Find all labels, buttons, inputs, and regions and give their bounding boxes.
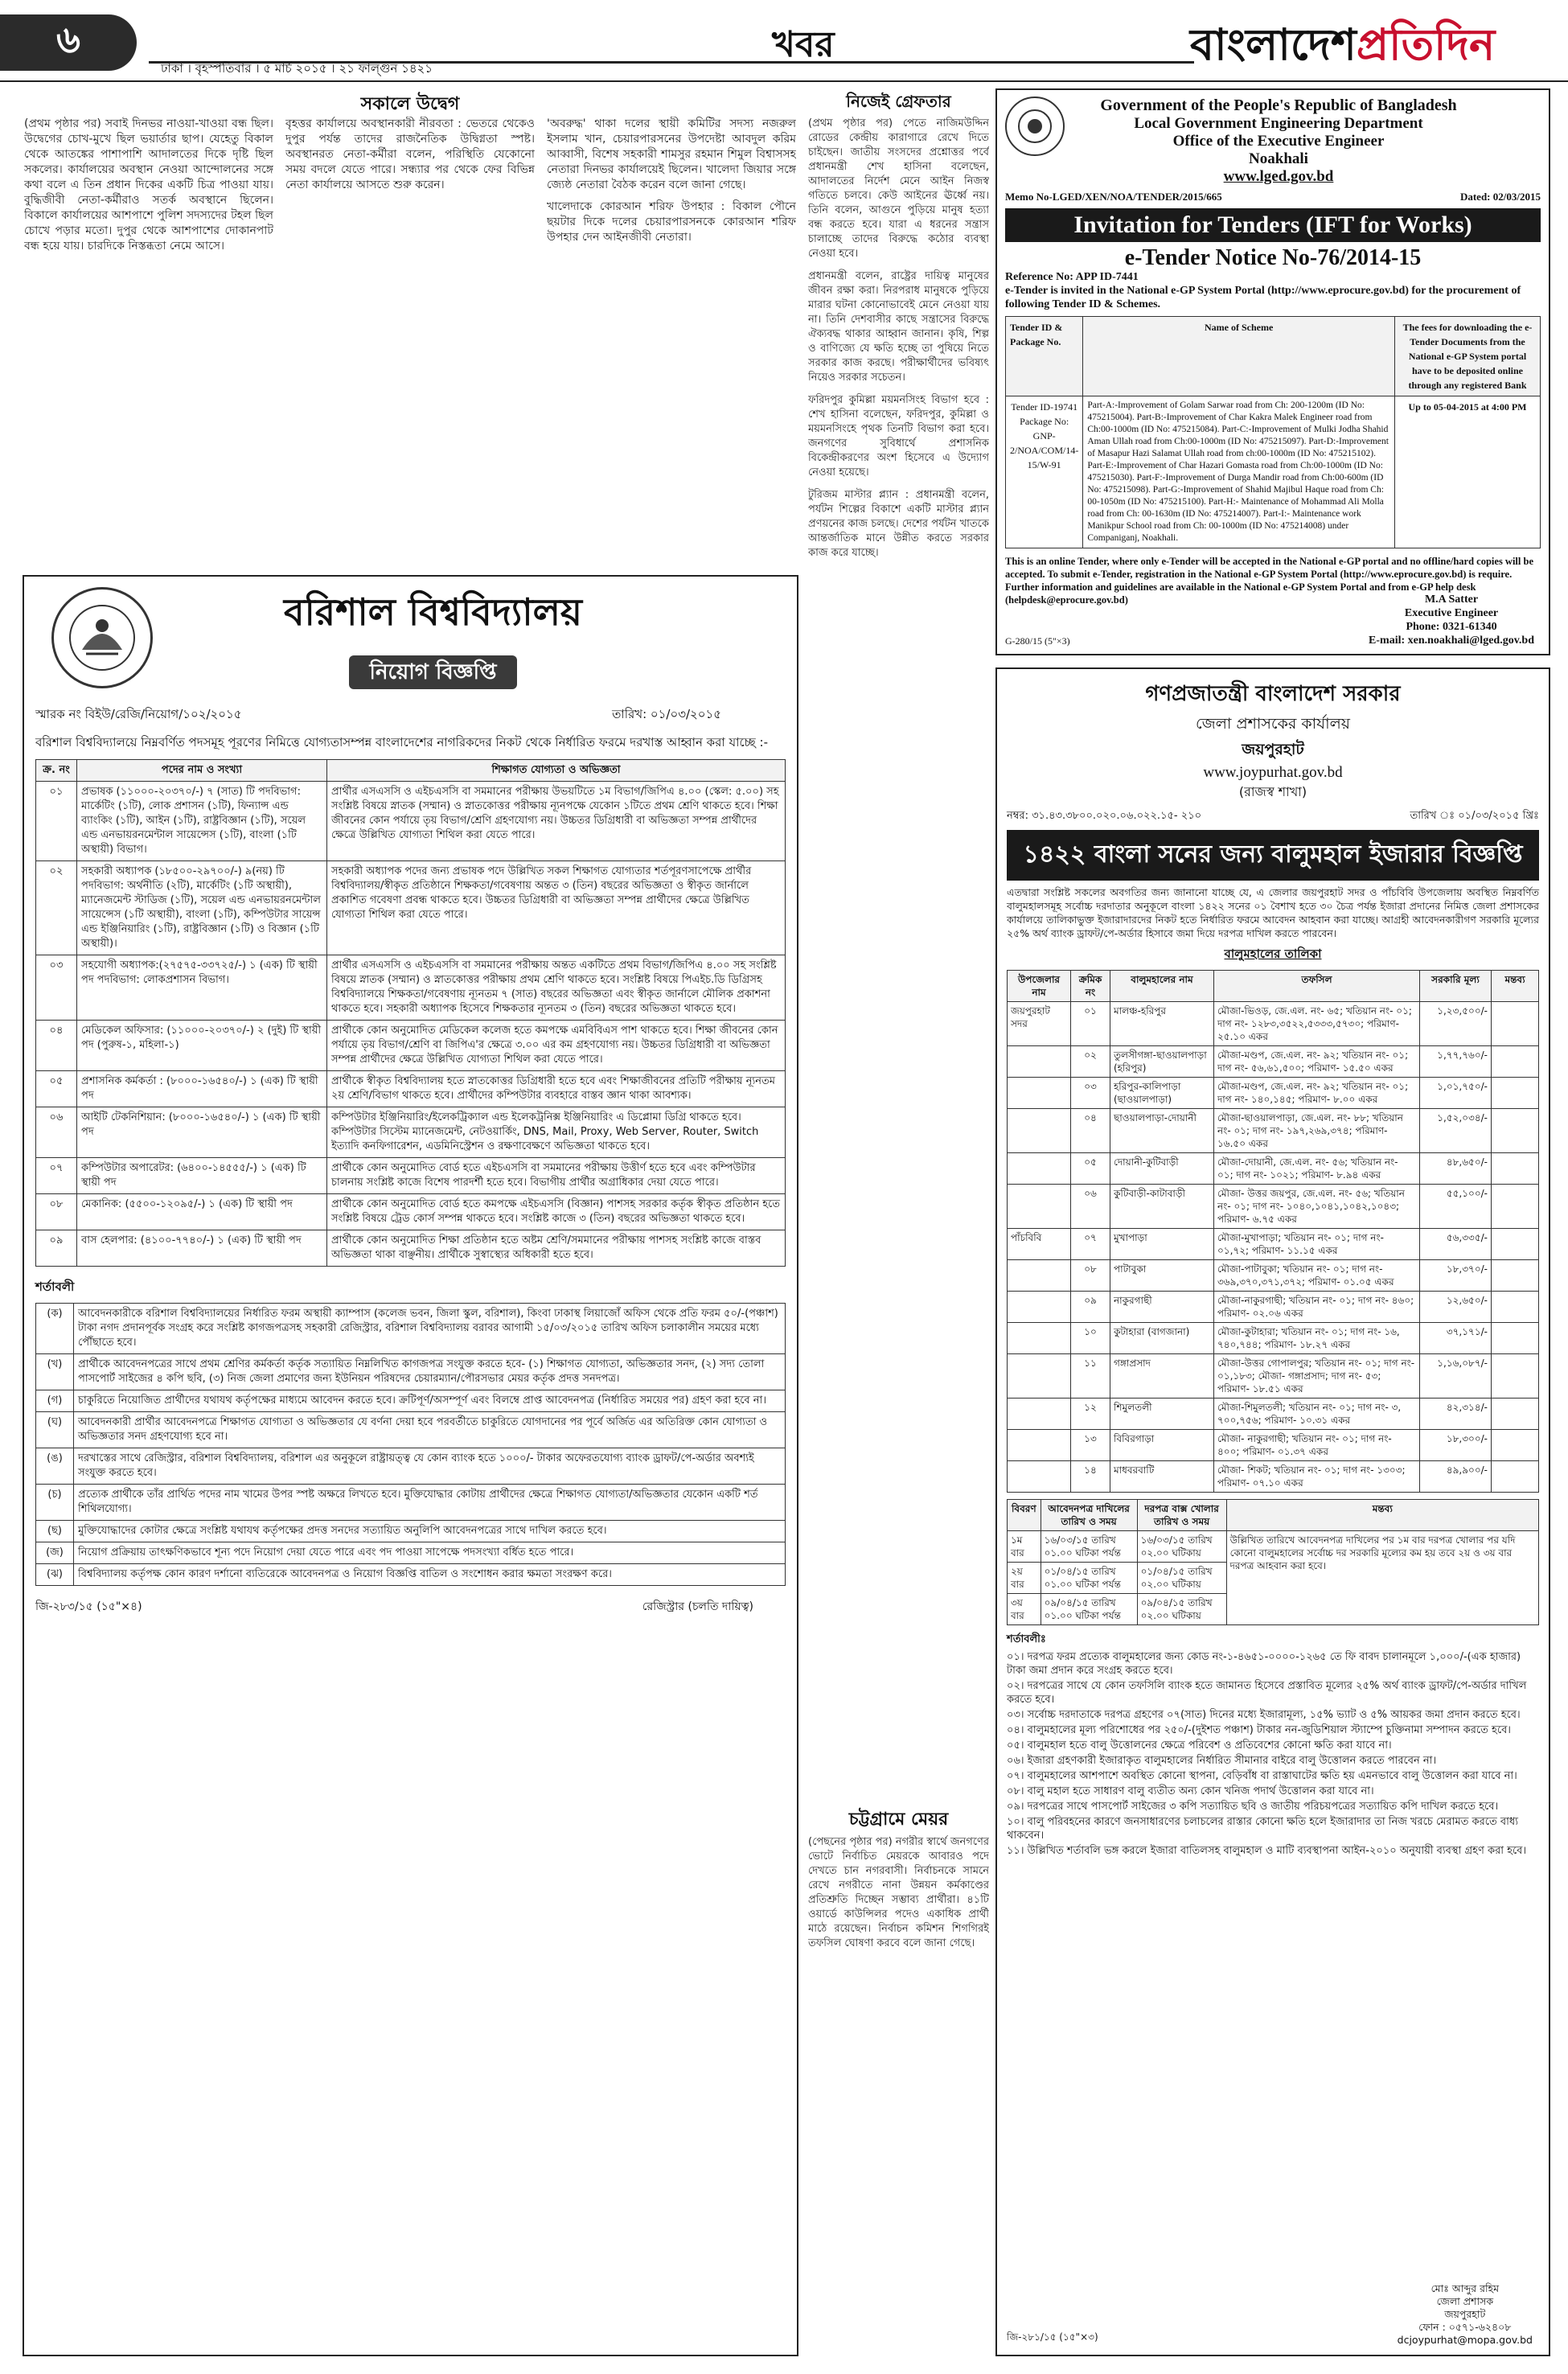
balumahal-row xyxy=(1008,1323,1539,1354)
jp-th: বালুমহালের নাম xyxy=(1110,971,1214,1002)
lged-website-link[interactable]: www.lged.gov.bd xyxy=(1223,168,1334,185)
post-sl: ০৪ xyxy=(36,1021,77,1071)
jp-memo: নম্বর: ৩১.৪৩.৩৮০০.০২০.০৬.০২২.১৫- ২১০ xyxy=(1007,810,1202,822)
jp-sl: ০২ xyxy=(1071,1046,1110,1078)
sched-round: ২য় বার xyxy=(1008,1563,1041,1594)
story-mayor-title: চট্টগ্রামে মেয়র xyxy=(848,1809,949,1830)
jp-sig-name: মোঃ আব্দুর রহিম xyxy=(1430,2282,1500,2294)
jp-tofsil: মৌজা-মণ্ডপ, জে.এল. নং- ৯২; খতিয়ান নং- ০১; দাগ নং- ৫৬,৬১,৫০০; পরিমাণ- ১৫.৫০ একর xyxy=(1214,1046,1420,1078)
jp-sl: ০৬ xyxy=(1071,1185,1110,1229)
jp-tofsil: মৌজা-দোয়ানী, জে.এল. নং- ৫৬; খতিয়ান নং- ০১; দাগ নং- ১০২১; পরিমাণ- ৮.৯৪ একর xyxy=(1214,1153,1420,1185)
lged-signature xyxy=(1369,593,1534,647)
jp-tofsil: মৌজা-কুটাহারা; খতিয়ান নং- ০১; দাগ নং- ১৬, ৭৪০,৭৪৪; পরিমাণ- ১৮.২৭ একর xyxy=(1214,1323,1420,1354)
jp-th: মন্তব্য xyxy=(1492,971,1539,1002)
term-key: (ক) xyxy=(36,1304,74,1354)
col-sl: ক্র. নং xyxy=(36,760,77,782)
post-row xyxy=(36,782,786,861)
jp-name: তুলসীগঙ্গা-ছাওয়ালপাড়া (হরিপুর) xyxy=(1110,1046,1214,1078)
lged-sig-phone: Phone: 0321-61340 xyxy=(1406,621,1497,633)
sched-submit: ০৯/০৪/১৫ তারিখ ০১.০০ ঘটিকা পর্যন্ত xyxy=(1041,1594,1137,1625)
jp-intro: এতদ্বারা সংশ্লিষ্ট সকলের অবগতির জন্য জানানো যাচ্ছে যে, এ জেলার জয়পুরহাট সদর ও পাঁচবিবি উপজেলায় অবস্থিত নিম্নবর্ণিত বালুমহালসমূহ সর্বোচ্চ দরদাতার অনুকূলে বাংলা ১৪২২ সনের ০১ বৈশাখ হতে ৩০ চৈত্র পর্যন্ত ইজারা প্রদানের নিমিত্ত জেলা প্রশাসকের কার্যালয়ে তালিকাভুক্ত ইজারাদারদের নিকট হতে নির্ধারিত ফরমে আবেদন আহবান করা যাচ্ছে। আগ্রহী আবেদনকারীগণ সরকারি মূল্যের ২৫% অর্থ ব্যাংক ড্রাফট/পে-অর্ডার হিসাবে জমা দিয়ে দরপত্র দাখিল করতে পারবেন। xyxy=(1007,886,1539,939)
post-sl: ০৯ xyxy=(36,1230,77,1267)
term-text: নিয়োগ প্রক্রিয়ায় তাৎক্ষণিকভাবে শূন্য পদে নিয়োগ দেয়া যেতে পারে এবং পদ পাওয়া সাপেক্ষে পদসংখ্যা বর্ধিত হতে পারে। xyxy=(74,1542,786,1564)
jp-tofsil: মৌজা-মণ্ডপ, জে.এল. নং- ৯২; খতিয়ান নং- ০১; দাগ নং- ১৪০,১৪৫; পরিমাণ- ৮.০০ একর xyxy=(1214,1078,1420,1109)
jp-price: ৪২,৩১৪/- xyxy=(1420,1399,1492,1430)
jp-remark xyxy=(1492,1002,1539,1046)
story-nijei-title: নিজেই গ্রেফতার xyxy=(846,92,951,111)
jp-term: ০২। দরপত্রের সাথে যে কোন তফসিলি ব্যাংক হতে জামানত হিসেবে প্রস্তাবিত মূল্যের ২৫% অর্থ ব্যাংক ড্রাফট/পে-অর্ডার দাখিল করতে হবে। xyxy=(1007,1680,1527,1706)
jp-sig-district: জয়পুরহাট xyxy=(1444,2308,1486,2320)
post-sl: ০২ xyxy=(36,861,77,955)
jp-name: গঙ্গাপ্রসাদ xyxy=(1110,1354,1214,1399)
jp-name: শিমুলতলী xyxy=(1110,1399,1214,1430)
sched-note: উল্লিখিত তারিখে আবেদনপত্র দাখিলের পর ১ম বার দরপত্র খোলার পর যদি কোনো বালুমহালের সর্বোচ্চ দর সরকারি মূল্যের কম হয় তবে ২য় ও ৩য় বার দরপত্র আহবান করা হবে। xyxy=(1226,1531,1538,1625)
post-sl: ০৫ xyxy=(36,1071,77,1107)
jp-term: ০১। দরপত্র ফরম প্রত্যেক বালুমহালের জন্য কোড নং-১-৪৬৫১-০০০০-১২৬৫ তে ফি বাবদ চালানমূলে ১,০০০/-(এক হাজার) টাকা জমা প্রদান করে সংগ্রহ করতে হবে। xyxy=(1007,1651,1521,1677)
jp-sig-email: dcjoypurhat@mopa.gov.bd xyxy=(1397,2334,1533,2346)
university-logo-icon xyxy=(51,587,153,688)
jp-remark xyxy=(1492,1354,1539,1399)
jp-term: ০৬। ইজারা গ্রহণকারী ইজারাকৃত বালুমহালের নির্ধারিত সীমানার বাইরে বালু উত্তোলন করতে পারবেন না। xyxy=(1007,1755,1437,1767)
term-row xyxy=(36,1448,786,1485)
term-row xyxy=(36,1564,786,1586)
jp-tofsil: মৌজা- উত্তর জয়পুর, জে.এল. নং- ৫৬; খতিয়ান নং- ০১; দাগ নং- ১০৪০,১০৪১,১০৪২,১০৪৩; পরিমাণ- ৬.৭৫ একর xyxy=(1214,1185,1420,1229)
post-qualification: প্রার্থীকে কোন অনুমোদিত মেডিকেল কলেজ হতে কমপক্ষে এমবিবিএস পাশ থাকতে হবে। শিক্ষা জীবনের কোন পর্যায়ে তৃয় বিভাগ/শ্রেণি বা জিপিএ'র ক্ষেত্রে ৩.০০ এর কম গ্রহণযোগ্য নয়। উচ্চতর ডিগ্রিধারী বা অভিজ্ঞতা সম্পন্ন প্রার্থীদের ক্ষেত্রে উল্লিখিত যোগ্যতা শিথিল করা যেতে পারে। xyxy=(327,1021,786,1071)
etender-notice: e-Tender Notice No-76/2014-15 xyxy=(1124,245,1422,270)
balumahal-row xyxy=(1008,1354,1539,1399)
balumahal-row xyxy=(1008,1229,1539,1260)
sched-th: বিবরণ xyxy=(1008,1500,1041,1531)
post-row xyxy=(36,1071,786,1107)
jp-sig-phone: ফোন : ০৫৭১-৬২৪০৮ xyxy=(1418,2321,1512,2333)
jp-upazila xyxy=(1008,1109,1071,1153)
jp-remark xyxy=(1492,1323,1539,1354)
jp-price: ৪৮,৬৫০/- xyxy=(1420,1153,1492,1185)
header-rule xyxy=(149,16,1194,64)
jp-sl: ১১ xyxy=(1071,1354,1110,1399)
jp-price: ৫৬,৩৩৫/- xyxy=(1420,1229,1492,1260)
jp-upazila: জয়পুরহাট সদর xyxy=(1008,1002,1071,1046)
jp-term: ০৩। সর্বোচ্চ দরদাতাকে দরপত্র গ্রহণের ০৭(সাত) দিনের মধ্যে ইজারামূল্য, ১৫% ভ্যাট ও ৫% আয়কর জমা প্রদান করতে হবে। xyxy=(1007,1709,1521,1721)
gov-line1: Government of the People's Republic of Bangladesh xyxy=(1100,97,1457,114)
post-name: প্রশাসনিক কর্মকর্তা : (৮০০০-১৬৫৪০/-) ১ (এক) টি স্থায়ী পদ xyxy=(77,1071,327,1107)
post-row xyxy=(36,955,786,1021)
jp-sl: ০৫ xyxy=(1071,1153,1110,1185)
jp-th: উপজেলার নাম xyxy=(1008,971,1071,1002)
jp-remark xyxy=(1492,1046,1539,1078)
jp-upazila xyxy=(1008,1354,1071,1399)
jp-remark xyxy=(1492,1185,1539,1229)
post-name: সহযোগী অধ্যাপক:(২৭৫৭৫-৩৩৭২৫/-) ১ (এক) টি স্থায়ী পদ পদবিভাগ: লোকপ্রশাসন বিভাগ। xyxy=(77,955,327,1021)
story-nijei-column xyxy=(808,117,989,1789)
jp-tofsil: মৌজা- শিকট; খতিয়ান নং- ০১; দাগ নং- ১৩০৩; পরিমাণ- ০৭.১০ একর xyxy=(1214,1461,1420,1493)
th-tender-id: Tender ID & Package No. xyxy=(1006,317,1083,396)
sched-row xyxy=(1008,1531,1539,1563)
jp-name: বিবিরগাড়া xyxy=(1110,1430,1214,1461)
post-row xyxy=(36,1230,786,1267)
jp-upazila xyxy=(1008,1046,1071,1078)
posts-table-header xyxy=(36,760,786,782)
balumahal-row xyxy=(1008,1292,1539,1323)
term-row xyxy=(36,1521,786,1542)
post-qualification: প্রার্থীকে কোন অনুমোদিত বোর্ড হতে কমপক্ষে এইচএসসি (বিজ্ঞান) পাশসহ সরকার কর্তৃক স্বীকৃত প্রতিষ্ঠান হতে সংশ্লিষ্ট বিষয়ে ট্রেড কোর্স সম্পন্ন থাকতে হবে। সংশ্লিষ্ট কাজে ৩ (তিন) বছরের অভিজ্ঞতা থাকতে হবে। xyxy=(327,1194,786,1230)
balumahal-row xyxy=(1008,1461,1539,1493)
balumahal-row xyxy=(1008,1002,1539,1046)
balumahal-row xyxy=(1008,1260,1539,1292)
sched-open: ১৬/০৩/১৫ তারিখ ০২.০০ ঘটিকায় xyxy=(1137,1531,1226,1563)
sched-submit: ১৬/০৩/১৫ তারিখ ০১.০০ ঘটিকা পর্যন্ত xyxy=(1041,1531,1137,1563)
jp-name: পাটাবুকা xyxy=(1110,1260,1214,1292)
jp-upazila xyxy=(1008,1078,1071,1109)
jp-price: ১,২৩,৫০০/- xyxy=(1420,1002,1492,1046)
jp-price: ৫৫,১০০/- xyxy=(1420,1185,1492,1229)
reference-no: Reference No: APP ID-7441 xyxy=(1005,271,1139,283)
jp-office: জেলা প্রশাসকের কার্যালয় xyxy=(1196,715,1350,733)
jp-name: নাকুরগাছী xyxy=(1110,1292,1214,1323)
post-name: মেকানিক: (৫৫০০-১২০৯৫/-) ১ (এক) টি স্থায়ী পদ xyxy=(77,1194,327,1230)
jp-upazila xyxy=(1008,1260,1071,1292)
jp-price: ১৮,৩০০/- xyxy=(1420,1430,1492,1461)
post-sl: ০১ xyxy=(36,782,77,861)
jp-tofsil: মৌজা-ছাওয়ালপাড়া, জে.এল. নং- ৮৮; খতিয়ান নং- ০১; দাগ নং- ১৯৭,২৬৯,৩৭৪; পরিমাণ- ১৬.৫০ একর xyxy=(1214,1109,1420,1153)
jp-price: ১২,৬৫০/- xyxy=(1420,1292,1492,1323)
jp-tofsil: মৌজা-শিমুলতলী; খতিয়ান নং- ০১; দাগ নং- ৩, ৭০০,৭৫৬; পরিমাণ- ১০.৩১ একর xyxy=(1214,1399,1420,1430)
jp-name: মাধবরবাটি xyxy=(1110,1461,1214,1493)
story-sokale-body2: বৃহত্তর কার্যালয়ে অবস্থানকারী নীরবতা : ভেতরে থেকেও দুপুর পর্যন্ত তাদের রাজনৈতিক উদ্বিগ্নতা স্পষ্ট। অবস্থানরত নেতা-কর্মীরা বলেন, পরিস্থিতি যেকোনো সময় বদলে যেতে পারে। সন্ধ্যার পর থেকে ফের বিভিন্ন নেতা কার্যালয়ে আসতে শুরু করেন। xyxy=(285,117,535,191)
balumahal-row xyxy=(1008,1430,1539,1461)
post-name: প্রভাষক (১১০০০-২০৩৭০/-) ৭ (সাত) টি পদবিভাগ: মার্কেটিং (১টি), লোক প্রশাসন (১টি), ফিন্যান্স এন্ড ব্যাংকিং (১টি), আইন (১টি), রাষ্ট্রবিজ্ঞান (১টি), সয়েল এন্ড এনভায়রনমেন্টাল সায়েন্সেস (১টি), বাংলা (১টি অস্থায়ী) বিভাগ। xyxy=(77,782,327,861)
post-qualification: প্রার্থীর এসএসসি ও এইচএসসি বা সমমানের পরীক্ষায় উভয়টিতে ১ম বিভাগ/জিপিএ ৪.০০ (স্কেল: ৫.০০) সহ সংশ্লিষ্ট বিষয়ে স্নাতক (সম্মান) ও স্নাতকোত্তর পরীক্ষায় ন্যূনপক্ষে যেকোন ১টিতে প্রথম শ্রেণি থাকতে হবে। শিক্ষা জীবনের কোন পর্যায়ে তৃয় বিভাগ/শ্রেণি গ্রহণযোগ্য নয়। উচ্চতর ডিগ্রিধারী বা অভিজ্ঞতা সম্পন্ন প্রার্থীদের ক্ষেত্রে উল্লিখিত যোগ্যতা শিথিল করা যেতে পারে। xyxy=(327,782,786,861)
jp-price: ১,০১,৭৫০/- xyxy=(1420,1078,1492,1109)
logo-emblem-icon xyxy=(66,602,138,674)
jp-term: ০৫। বালুমহাল হতে বালু উত্তোলনের ক্ষেত্রে পরিবেশ ও প্রতিবেশের কোনো ক্ষতি করা যাবে না। xyxy=(1007,1739,1392,1752)
page-number: ৬ xyxy=(0,14,137,71)
jp-upazila xyxy=(1008,1399,1071,1430)
jp-remark xyxy=(1492,1260,1539,1292)
post-row xyxy=(36,861,786,955)
lged-footer-text: This is an online Tender, where only e-Tender will be accepted in the National e-GP portal and no offline/hard copies will be accepted. To submit e-Tender, registration in the National e-GP System Portal (http://www.eprocure.gov.bd) is require. Further information and guidelines are available in the National e-GP System Portal and from e-GP help desk (helpdesk@eprocure.gov.bd) xyxy=(1005,556,1534,606)
post-sl: ০৩ xyxy=(36,955,77,1021)
balumahal-row xyxy=(1008,1185,1539,1229)
term-text: প্রার্থীকে আবেদনপত্রের সাথে প্রথম শ্রেণির কর্মকর্তা কর্তৃক সত্যায়িত নিম্নলিখিত কাগজপত্র সংযুক্ত করতে হবে- (১) শিক্ষাগত যোগ্যতা, অভিজ্ঞতার সনদ, (২) সদ্য তোলা পাসপোর্ট সাইজের ৪ কপি ছবি, (৩) নিজ জেলা প্রমাণের জন্য ইউনিয়ন পরিষদের চেয়ারম্যান/পৌরসভার মেয়র কর্তৃক প্রদত্ত সনদপত্র। xyxy=(74,1354,786,1390)
post-sl: ০৮ xyxy=(36,1194,77,1230)
sched-open: ০৯/০৪/১৫ তারিখ ০২.০০ ঘটিকায় xyxy=(1137,1594,1226,1625)
post-name: মেডিকেল অফিসার: (১১০০০-২০৩৭০/-) ২ (দুই) টি স্থায়ী পদ (পুরুষ-১, মহিলা-১) xyxy=(77,1021,327,1071)
lged-dated: Dated: 02/03/2015 xyxy=(1459,191,1541,203)
joypurhat-balumahal-ad xyxy=(995,667,1550,2356)
post-name: সহকারী অধ্যাপক (১৮৫০০-২৯৭০০/-) ৯(নয়) টি পদবিভাগ: অর্থনীতি (২টি), মার্কেটিং (১টি অস্থায়ী), ম্যানেজমেন্ট স্টাডিজ (১টি), সয়েল এন্ড এনভায়রনমেন্টাল সায়েন্সেস (১টি অস্থায়ী), বাংলা (১টি), কম্পিউটার সায়েন্স এন্ড ইঞ্জিনিয়ারিং (১টি), রাষ্ট্রবিজ্ঞান (১টি) ও বিজ্ঞান (১টি অস্থায়ী)। xyxy=(77,861,327,955)
terms-title: শর্তাবলী xyxy=(35,1279,75,1294)
memo-date: তারিখ: ০১/০৩/২০১৫ xyxy=(612,707,721,721)
balumahal-row xyxy=(1008,1153,1539,1185)
story-sokale-body4: খালেদাকে কোরআন শরিফ উপহার : বিকাল পৌনে ছয়টার দিকে দলের চেয়ারপারসনকে কোরআন শরিফ উপহার দেন আইনজীবী নেতারা। xyxy=(547,200,796,244)
story-sokale-col1 xyxy=(24,117,273,571)
post-sl: ০৭ xyxy=(36,1158,77,1194)
jp-term: ১১। উল্লিখিত শর্তাবলি ভঙ্গ করলে ইজারা বাতিলসহ বালুমহাল ও মাটি ব্যবস্থাপনা আইন-২০১০ অনুযায়ী ব্যবস্থা গ্রহণ করা হবে। xyxy=(1007,1845,1527,1857)
term-row xyxy=(36,1485,786,1521)
jp-tofsil: মৌজা- নাকুরগাছী; খতিয়ান নং- ০১; দাগ নং- ৪০০; পরিমাণ- ০১.৩৭ একর xyxy=(1214,1430,1420,1461)
story-nijei-body2: প্রধানমন্ত্রী বলেন, রাষ্ট্রের দায়িত্ব মানুষের জীবন রক্ষা করা। নিরপরাধ মানুষকে পুড়িয়ে মারার ঘটনা কোনোভাবেই মেনে নেওয়া যায় না। তিনি দেশবাসীর কাছে সন্ত্রাসের বিরুদ্ধে ঐক্যবদ্ধ থাকার আহ্বান জানান। কৃষি, শিল্প ও বাণিজ্যে যে ক্ষতি হচ্ছে তা পুষিয়ে নিতে সরকার কাজ করছে। পরীক্ষার্থীদের ভবিষ্যৎ নিয়েও সরকার সচেতন। xyxy=(808,270,989,384)
section-title: খবর xyxy=(772,24,835,65)
jp-sl: ০১ xyxy=(1071,1002,1110,1046)
term-key: (ঘ) xyxy=(36,1412,74,1448)
balumahal-row xyxy=(1008,1078,1539,1109)
story-nijei-body3: ফরিদপুর কুমিল্লা ময়মনসিংহ বিভাগ হবে : শেখ হাসিনা বলেছেন, ফরিদপুর, কুমিল্লা ও ময়মনসিংহে পৃথক তিনটি বিভাগ করা হবে। জনগণের সুবিধার্থে প্রশাসনিক বিকেন্দ্রীকরণের অংশ হিসেবে এ উদ্যোগ নেওয়া হয়েছে। xyxy=(808,394,989,478)
jp-remark xyxy=(1492,1109,1539,1153)
jp-name: হরিপুর-কালিপাড়া (ছাওয়ালপাড়া) xyxy=(1110,1078,1214,1109)
sched-open: ০১/০৪/১৫ তারিখ ০২.০০ ঘটিকায় xyxy=(1137,1563,1226,1594)
col-qualification: শিক্ষাগত যোগ্যতা ও অভিজ্ঞতা xyxy=(327,760,786,782)
jp-sl: ১২ xyxy=(1071,1399,1110,1430)
jp-terms-title: শর্তাবলীঃ xyxy=(1007,1633,1046,1645)
term-text: প্রত্যেক প্রার্থীকে তাঁর প্রার্থিত পদের নাম খামের উপর স্পষ্ট অক্ষরে লিখতে হবে। মুক্তিযোদ্ধার কোটায় প্রার্থীদের ক্ষেত্রে শিক্ষাগত যোগ্যতা/অভিজ্ঞতার যেকোন একটি শর্ত শিথিলযোগ্য। xyxy=(74,1485,786,1521)
jp-term: ০৯। দরপত্রের সাথে পাসপোর্ট সাইজের ৩ কপি সত্যায়িত ছবি ও জাতীয় পরিচয়পত্রের সত্যায়িত কপি দাখিল করতে হবে। xyxy=(1007,1801,1499,1813)
dateline: ঢাকা । বৃহস্পতিবার । ৫ মার্চ ২০১৫ । ২১ ফাল্গুন ১৪২১ xyxy=(161,61,433,76)
jp-remark xyxy=(1492,1430,1539,1461)
jp-name: কুটাহারা (বাগজানা) xyxy=(1110,1323,1214,1354)
posts-table xyxy=(35,759,786,1267)
invitation-text: e-Tender is invited in the National e-GP System Portal (http://www.eprocure.gov.bd) for the procurement of following Tender ID & Schemes. xyxy=(1005,285,1521,310)
term-row xyxy=(36,1390,786,1412)
post-name: আইটি টেকনিশিয়ান: (৮০০০-১৬৫৪০/-) ১ (এক) টি স্থায়ী পদ xyxy=(77,1107,327,1158)
tender-table xyxy=(1005,316,1541,548)
term-key: (ঙ) xyxy=(36,1448,74,1485)
jp-sl: ১৪ xyxy=(1071,1461,1110,1493)
post-qualification: সহকারী অধ্যাপক পদের জন্য প্রভাষক পদে উল্লিখিত সকল শিক্ষাগত যোগ্যতার শর্তপূরণসাপেক্ষে প্রার্থীর বিশ্ববিদ্যালয়/স্বীকৃত প্রতিষ্ঠানে শিক্ষকতা/গবেষণায় অন্তত ৩ (তিন) বছরের অভিজ্ঞতা ও স্বীকৃত জার্নালে প্রকাশিত গবেষণা প্রবন্ধ থাকতে হবে। উচ্চতর ডিগ্রিধারী বা অভিজ্ঞতা সম্পন্ন প্রার্থীদের ক্ষেত্রে উল্লিখিত যোগ্যতা শিথিল করা যেতে পারে। xyxy=(327,861,786,955)
jp-terms-list xyxy=(1007,1650,1539,1858)
post-qualification: প্রার্থীকে কোন অনুমোদিত বোর্ড হতে এইচএসসি বা সমমানের পরীক্ষায় উত্তীর্ণ হতে হবে এবং কম্পিউটার চালনায় সংশ্লিষ্ট কাজে বিশেষ পারদর্শী হতে হবে। বিভাগীয় প্রার্থীর অগ্রাধিকার দেয়া যেতে পারে। xyxy=(327,1158,786,1194)
jp-gd-number: জি-২৮১/১৫ (১৫"×৩) xyxy=(1007,2331,1098,2343)
gov-line2: Local Government Engineering Department xyxy=(1134,115,1423,132)
jp-remark xyxy=(1492,1229,1539,1260)
jp-banner: ১৪২২ বাংলা সনের জন্য বালুমহাল ইজারার বিজ্ঞপ্তি xyxy=(1007,830,1539,881)
lged-gd-number: G-280/15 (5"×3) xyxy=(1005,635,1070,647)
term-key: (চ) xyxy=(36,1485,74,1521)
story-sokale-body3: 'অবরুদ্ধ' থাকা দলের স্থায়ী কমিটির সদস্য নজরুল ইসলাম খান, চেয়ারপারসনের উপদেষ্টা আবদুল করিম আব্বাসী, বিশেষ সহকারী শামসুর রহমান শিমুল বিশ্বাসসহ নেতারা দিনভর কার্যালয়েই ছিলেন। খালেদা জিয়ার সঙ্গে জ্যেষ্ঠ নেতারা বৈঠক করেন বলে জানা গেছে। xyxy=(547,117,796,191)
sched-round: ১ম বার xyxy=(1008,1531,1041,1563)
jp-district: জয়পুরহাট xyxy=(1242,741,1304,758)
post-sl: ০৬ xyxy=(36,1107,77,1158)
post-name: বাস হেলপার: (৪১০০-৭৭৪০/-) ১ (এক) টি স্থায়ী পদ xyxy=(77,1230,327,1267)
sched-th: মন্তব্য xyxy=(1226,1500,1538,1531)
jp-name: দোয়ানী-কুটিবাড়ী xyxy=(1110,1153,1214,1185)
jp-tofsil: মৌজা-নাকুরগাছী; খতিয়ান নং- ০১; দাগ নং- ৪৬০; পরিমাণ- ০২.০৬ একর xyxy=(1214,1292,1420,1323)
balumahal-row xyxy=(1008,1399,1539,1430)
jp-upazila: পাঁচবিবি xyxy=(1008,1229,1071,1260)
terms-table xyxy=(35,1303,786,1586)
story-nijei-body4: টুরিজম মাস্টার প্ল্যান : প্রধানমন্ত্রী বলেন, পর্যটন শিল্পের বিকাশে একটি মাস্টার প্ল্যান প্রণয়নের কাজ চলছে। দেশের পর্যটন খাতকে আন্তর্জাতিক মানে উন্নীত করতে সরকার কাজ করে যাচ্ছে। xyxy=(808,489,989,559)
post-qualification: কম্পিউটার ইঞ্জিনিয়ারিং/ইলেকট্রিক্যাল এন্ড ইলেকট্রনিক্স ইঞ্জিনিয়ারিং এ ডিপ্লোমা ডিগ্রি থাকতে হবে। কম্পিউটার সিস্টেম ম্যানেজমেন্ট, নেটওয়ার্কিং, DNS, Mail, Proxy, Web Server, Router, Switch ইত্যাদি কনফিগারেশন, এডমিনিস্ট্রেশন ও রক্ষণাবেক্ষণে অভিজ্ঞতা থাকতে হবে। xyxy=(327,1107,786,1158)
jp-th: ক্রমিক নং xyxy=(1071,971,1110,1002)
term-text: দরখাস্তের সাথে রেজিস্ট্রার, বরিশাল বিশ্ববিদ্যালয়, বরিশাল এর অনুকূলে রাষ্ট্রায়ত্ত্ব যে কোন ব্যাংক হতে ১০০০/- টাকার অফেরতযোগ্য ব্যাংক ড্রাফট/পে-অর্ডার অবশ্যই সংযুক্ত করতে হবে। xyxy=(74,1448,786,1485)
jp-sl: ০৪ xyxy=(1071,1109,1110,1153)
jp-sl: ১৩ xyxy=(1071,1430,1110,1461)
term-key: (গ) xyxy=(36,1390,74,1412)
jp-sl: ১০ xyxy=(1071,1323,1110,1354)
lged-sig-title: Executive Engineer xyxy=(1404,607,1499,619)
post-qualification: প্রার্থীর এসএসসি ও এইচএসসি বা সমমানের পরীক্ষায় অন্তত একটিতে প্রথম বিভাগ/জিপিএ ৪.০০ সহ সংশ্লিষ্ট বিষয়ে স্নাতক (সম্মান) ও স্নাতকোত্তর পরীক্ষায় প্রথম শ্রেণি থাকতে হবে। সংশ্লিষ্ট বিষয়ে পিএইচ.ডি ডিগ্রিসহ বিশ্ববিদ্যালয়ে শিক্ষকতা/গবেষণায় ন্যূনতম ৭ (সাত) বছরের অভিজ্ঞতা এবং স্বীকৃত জার্নালে মৌলিক প্রকাশনা থাকতে হবে। সহকারী অধ্যাপক হিসেবে শিক্ষকতার ন্যূনতম ৩ (তিন) বছরের অভিজ্ঞতা থাকতে হবে। xyxy=(327,955,786,1021)
jp-price: ১,১৬,০৮৭/- xyxy=(1420,1354,1492,1399)
balumahal-row xyxy=(1008,1109,1539,1153)
deadline-cell: Up to 05-04-2015 at 4:00 PM xyxy=(1395,396,1541,548)
jp-th: তফসিল xyxy=(1214,971,1420,1002)
jp-upazila xyxy=(1008,1292,1071,1323)
story-sokale-col3 xyxy=(547,117,796,571)
gov-line4: Noakhali xyxy=(1249,150,1308,167)
header-divider xyxy=(0,80,1568,82)
term-key: (জ) xyxy=(36,1542,74,1564)
jp-price: ১,৫২,০৩৪/- xyxy=(1420,1109,1492,1153)
jp-sl: ০৩ xyxy=(1071,1078,1110,1109)
jp-upazila xyxy=(1008,1430,1071,1461)
post-row xyxy=(36,1107,786,1158)
jp-website-link[interactable]: www.joypurhat.gov.bd xyxy=(1203,764,1343,781)
jp-branch: (রাজস্ব শাখা) xyxy=(1238,784,1307,799)
jp-sig-title: জেলা প্রশাসক xyxy=(1436,2295,1494,2307)
schedule-table xyxy=(1007,1499,1539,1625)
sched-submit: ০১/০৪/১৫ তারিখ ০১.০০ ঘটিকা পর্যন্ত xyxy=(1041,1563,1137,1594)
post-qualification: প্রার্থীকে স্বীকৃত বিশ্ববিদ্যালয় হতে স্নাতকোত্তর ডিগ্রিধারী হতে হবে এবং শিক্ষাজীবনের প্রতিটি পরীক্ষায় ন্যূনতম ২য় শ্রেণি/বিভাগ থাকতে হবে। প্রার্থীদের কম্পিউটার ব্যবহারে বাস্তব জ্ঞান থাকা আবশ্যক। xyxy=(327,1071,786,1107)
scheme-cell: Part-A:-Improvement of Golam Sarwar road from Ch: 200-1200m (ID No: 475215004). Part-B:-Improvement of Char Kakra Malek Engineer road from Ch:00-1000m (ID No: 475215084). Part-C:-Improvement of Mulki Jodha Shahid Aman Ullah road from Ch:00-1000m (ID No: 475215097). Part-D:-Improvement of Masapur Hazi Salamat Ullah road from ch:00-1000m (ID No: 475215102). Part-E:-Improvement of Char Hazari Gomasta road from Ch:00-1000m (ID No: 475215030). Part-F:-Improvement of Durga Mandir road from Ch:00-600m (ID No: 475215098). Part-G:-Improvement of Shahid Majibul Haque road from Ch: 00-1050m (ID No: 475215100). Part-H:- Maintenance of Mohammad Ali Molla road from Ch: 00-1630m (ID No: 475214007). Part-I:- Maintenance work Manikpur School road from Ch: 00-1000m (ID No: 475214008) under Companiganj, Noakhali. xyxy=(1083,396,1395,548)
lged-sig-email: E-mail: xen.noakhali@lged.gov.bd xyxy=(1369,635,1534,647)
jp-upazila xyxy=(1008,1461,1071,1493)
gov-line3: Office of the Executive Engineer xyxy=(1172,133,1385,150)
term-row xyxy=(36,1412,786,1448)
term-text: মুক্তিযোদ্ধাদের কোটার ক্ষেত্রে সংশ্লিষ্ট যথাযথ কর্তৃপক্ষের প্রদত্ত সনদের সত্যায়িত অনুলিপি আবেদনপত্রের সাথে দাখিল করতে হবে। xyxy=(74,1521,786,1542)
jp-upazila xyxy=(1008,1153,1071,1185)
newspaper-masthead xyxy=(1190,11,1495,84)
gd-number: জি-২৮৩/১৫ (১৫"×৪) xyxy=(35,1600,142,1613)
jp-sl: ০৮ xyxy=(1071,1260,1110,1292)
masthead-part1: বাংলাদেশ xyxy=(1190,18,1357,70)
balumahal-table xyxy=(1007,970,1539,1493)
sched-round: ৩য় বার xyxy=(1008,1594,1041,1625)
balumahal-row xyxy=(1008,1046,1539,1078)
lged-memo: Memo No-LGED/XEN/NOA/TENDER/2015/665 xyxy=(1005,191,1222,203)
post-row xyxy=(36,1021,786,1071)
government-seal-icon xyxy=(1005,97,1065,156)
jp-remark xyxy=(1492,1078,1539,1109)
term-row xyxy=(36,1354,786,1390)
jp-sl: ০৭ xyxy=(1071,1229,1110,1260)
post-qualification: প্রার্থীকে কোন অনুমোদিত শিক্ষা প্রতিষ্ঠান হতে অষ্টম শ্রেণি/সমমানের পরীক্ষায় পাশসহ সংশ্লিষ্ট কাজে বাস্তব অভিজ্ঞতা থাকা বাঞ্ছনীয়। প্রার্থীকে সুস্বাস্থ্যের অধিকারী হতে হবে। xyxy=(327,1230,786,1267)
ift-banner: Invitation for Tenders (IFT for Works) xyxy=(1005,208,1541,242)
jp-term: ০৪। বালুমহালের মূল্য পরিশোধের পর ২৫০/-(দুইশত পঞ্চাশ) টাকার নন-জুডিশিয়াল স্ট্যাম্পে চুক্তিনামা সম্পাদন করতে হবে। xyxy=(1007,1724,1511,1736)
sched-th: আবেদনপত্র দাখিলের তারিখ ও সময় xyxy=(1041,1500,1137,1531)
jp-price: ৪৯,৯০০/- xyxy=(1420,1461,1492,1493)
ad-intro: বরিশাল বিশ্ববিদ্যালয়ে নিম্নবর্ণিত পদসমূহ পূরণের নিমিত্তে যোগ্যতাসম্পন্ন বাংলাদেশের নাগরিকদের নিকট থেকে নির্ধারিত ফরমে দরখাস্ত আহ্বান করা যাচ্ছে :- xyxy=(35,735,768,750)
university-name: বরিশাল বিশ্ববিদ্যালয় xyxy=(284,590,582,634)
jp-gov: গণপ্রজাতন্ত্রী বাংলাদেশ সরকার xyxy=(1145,682,1401,706)
jp-tofsil: মৌজা-পাটাবুকা; খতিয়ান নং- ০১; দাগ নং- ৩৬৯,৩৭০,৩৭১,৩৭২; পরিমাণ- ০১.০৫ একর xyxy=(1214,1260,1420,1292)
notice-type-badge: নিয়োগ বিজ্ঞপ্তি xyxy=(349,655,518,689)
tender-id-cell: Tender ID-19741 Package No: GNP-2/NOA/COM/14-15/W-91 xyxy=(1006,396,1083,548)
jp-price: ১,৭৭,৭৬০/- xyxy=(1420,1046,1492,1078)
barishal-university-ad xyxy=(23,575,798,2356)
signatory: রেজিস্ট্রার (চলতি দায়িত্ব) xyxy=(642,1600,753,1613)
jp-upazila xyxy=(1008,1185,1071,1229)
jp-tofsil: মৌজা-মুখাপাড়া; খতিয়ান নং- ০১; দাগ নং- ০১,৭২; পরিমাণ- ১১.১৫ একর xyxy=(1214,1229,1420,1260)
sched-th: দরপত্র বাক্স খোলার তারিখ ও সময় xyxy=(1137,1500,1226,1531)
jp-remark xyxy=(1492,1399,1539,1430)
term-row xyxy=(36,1542,786,1564)
story-mayor-body: (পেছনের পৃষ্ঠার পর) নগরীর স্বার্থে জনগণের ভোটে নির্বাচিত মেয়রকে আবারও পদে দেখতে চান নগরবাসী। নির্বাচনকে সামনে রেখে নগরীতে নানা উন্নয়ন কর্মকাণ্ডের প্রতিশ্রুতি দিচ্ছেন সম্ভাব্য প্রার্থীরা। ৪১টি ওয়ার্ডে কাউন্সিলর পদেও একাধিক প্রার্থী মাঠে রয়েছেন। নির্বাচন কমিশন শিগগিরই তফসিল ঘোষণা করবে বলে জানা গেছে। xyxy=(808,1836,989,1949)
term-key: (ছ) xyxy=(36,1521,74,1542)
jp-remark xyxy=(1492,1153,1539,1185)
jp-list-title: বালুমহালের তালিকা xyxy=(1224,947,1322,961)
jp-remark xyxy=(1492,1461,1539,1493)
post-row xyxy=(36,1158,786,1194)
jp-name: কুটিবাড়ী-কাটাবাড়ী xyxy=(1110,1185,1214,1229)
term-text: চাকুরিতে নিয়োজিত প্রার্থীদের যথাযথ কর্তৃপক্ষের মাধ্যমে আবেদন করতে হবে। ক্রটিপূর্ণ/অসম্পূর্ণ এবং বিলম্বে প্রাপ্ত আবেদনপত্র (নির্ধারিত সময়ের পর) গ্রহণ করা হবে না। xyxy=(74,1390,786,1412)
masthead-part2: প্রতিদিন xyxy=(1356,18,1496,70)
story-sokale-body: (প্রথম পৃষ্ঠার পর) সবাই দিনভর নাওয়া-খাওয়া বন্ধ ছিল। উদ্বেগের চোখ-মুখে ছিল ভয়ার্তার ছাপ। যেহেতু বিকাল থেকে আতঙ্কের পাশাপাশি আদালতের দিকে দৃষ্টি ছিল সকলের। কার্যালয়ের অবস্থান নেওয়া আন্দোলনের সঙ্গে কথা বলে এ তিন প্রধান দিকের একটি চিত্র পাওয়া যায়। বুদ্ধিজীবী নেতা-কর্মীরাও সতর্ক অবস্থানে ছিলেন। বিকালে কার্যালয়ের আশপাশে পুলিশ সদস্যদের টহল ছিল চোখে পড়ার মতো। দুপুর থেকে আশপাশের দোকানপাট বন্ধ হয়ে যায়। চারদিকে নিস্তব্ধতা নেমে আসে। xyxy=(24,117,273,253)
story-sokale-col2 xyxy=(285,117,535,571)
jp-name: মালঞ্চ-হরিপুর xyxy=(1110,1002,1214,1046)
jp-tofsil: মৌজা-উত্তর গোপালপুর; খতিয়ান নং- ০১; দাগ নং- ০১,১৮৩; মৌজা- গঙ্গাপ্রসাদ; দাগ নং- ৫৩; পরিমাণ- ১৮.৫১ একর xyxy=(1214,1354,1420,1399)
jp-term: ১০। বালু পরিবহনের কারণে জনসাধারণের চলাচলের রাস্তার কোনো ক্ষতি হলে ইজারাদার তা নিজ খরচে মেরামত করতে বাধ্য থাকবেন। xyxy=(1007,1816,1518,1842)
post-row xyxy=(36,1194,786,1230)
jp-signature xyxy=(1398,2282,1533,2347)
story-sokale-title: সকালে উদ্বেগ xyxy=(360,94,460,114)
term-text: বিশ্ববিদ্যালয় কর্তৃপক্ষ কোন কারণ দর্শানো ব্যতিরেকে আবেদনপত্র ও নিয়োগ বিজ্ঞপ্তি বাতিল ও সংশোধন করার ক্ষমতা সংরক্ষণ করে। xyxy=(74,1564,786,1586)
jp-date: তারিখ ঃ ০১/০৩/২০১৫ খ্রিঃ xyxy=(1410,810,1539,822)
term-key: (খ) xyxy=(36,1354,74,1390)
lged-tender-ad xyxy=(995,88,1550,655)
col-post: পদের নাম ও সংখ্যা xyxy=(77,760,327,782)
jp-remark xyxy=(1492,1292,1539,1323)
jp-price: ১৮,৩৭০/- xyxy=(1420,1260,1492,1292)
term-text: আবেদনকারী প্রার্থীর আবেদনপত্রে শিক্ষাগত যোগ্যতা ও অভিজ্ঞতার যে বর্ণনা দেয়া হবে পরবর্তীতে চাকুরিতে যোগদানের পর পূর্বে অর্জিত এর অতিরিক্ত কোন যোগ্যতা ও অভিজ্ঞতার সনদ গ্রহণযোগ্য হবে না। xyxy=(74,1412,786,1448)
jp-upazila xyxy=(1008,1323,1071,1354)
jp-name: মুখাপাড়া xyxy=(1110,1229,1214,1260)
memo-number: স্মারক নং বিইউ/রেজি/নিয়োগ/১০২/২০১৫ xyxy=(35,707,242,721)
jp-sl: ০৯ xyxy=(1071,1292,1110,1323)
jp-term: ০৮। বালু মহাল হতে সাধারণ বালু ব্যতীত অন্য কোন খনিজ পদার্থ উত্তোলন করা যাবে না। xyxy=(1007,1785,1374,1797)
jp-price: ৩৭,১৭১/- xyxy=(1420,1323,1492,1354)
jp-term: ০৭। বালুমহালের আশপাশে অবস্থিত কোনো স্থাপনা, বেড়িবাঁধ বা রাস্তাঘাটের ক্ষতি হয় এমনভাবে বালু উত্তোলন করা যাবে না। xyxy=(1007,1770,1517,1782)
story-nijei-body: (প্রথম পৃষ্ঠার পর) পেতে নাজিমউদ্দিন রোডের কেন্দ্রীয় কারাগারে রেখে দিতে চাইছেন। জাতীয় সংসদের প্রশ্নোত্তর পর্বে প্রধানমন্ত্রী শেখ হাসিনা বলেছেন, আদালতের নির্দেশ মেনে আইন নিজস্ব গতিতে চলবে। কেউ আইনের ঊর্ধ্বে নয়। তিনি বলেন, আগুনে পুড়িয়ে মানুষ হত্যা বন্ধ করতে হবে। যারা এ ধরনের সন্ত্রাস চালাচ্ছে তাদের বিরুদ্ধে কঠোর ব্যবস্থা নেওয়া হবে। xyxy=(808,117,989,260)
jp-tofsil: মৌজা-ভিওড়, জে.এল. নং- ৬৫; খতিয়ান নং- ০১; দাগ নং- ১২৮৩,৩৫২২,৫৩৩৩,৫৭৩০; পরিমাণ- ২৫.১০ একর xyxy=(1214,1002,1420,1046)
term-key: (ঝ) xyxy=(36,1564,74,1586)
term-row xyxy=(36,1304,786,1354)
th-scheme: Name of Scheme xyxy=(1083,317,1395,396)
seal-emblem-icon xyxy=(1015,106,1055,146)
jp-name: ছাওয়ালপাড়া-দোয়ানী xyxy=(1110,1109,1214,1153)
th-fees: The fees for downloading the e-Tender Documents from the National e-GP System portal have to be deposited online through any registered Bank xyxy=(1395,317,1541,396)
term-text: আবেদনকারীকে বরিশাল বিশ্ববিদ্যালয়ের নির্ধারিত ফরম অস্থায়ী ক্যাম্পাস (কলেজ ভবন, জিলা স্কুল, বরিশাল), কিংবা ঢাকাস্থ লিয়াজোঁ অফিস থেকে প্রতি ফরম ৫০/-(পঞ্চাশ) টাকা নগদ প্রদানপূর্বক সংগ্রহ করে সংশ্লিষ্ট কাগজপত্রসহ সহকারী রেজিস্ট্রার, বরিশাল বিশ্ববিদ্যালয় বরাবর আগামী ১৫/০৩/২০১৫ তারিখ অফিস চলাকালীন সময়ের মধ্যে পৌঁছাতে হবে। xyxy=(74,1304,786,1354)
post-name: কম্পিউটার অপারেটর: (৬৪০০-১৪৫৫৫/-) ১ (এক) টি স্থায়ী পদ xyxy=(77,1158,327,1194)
story-mayor-column xyxy=(808,1835,989,2350)
jp-th: সরকারি মূল্য xyxy=(1420,971,1492,1002)
lged-sig-name: M.A Satter xyxy=(1424,594,1479,606)
